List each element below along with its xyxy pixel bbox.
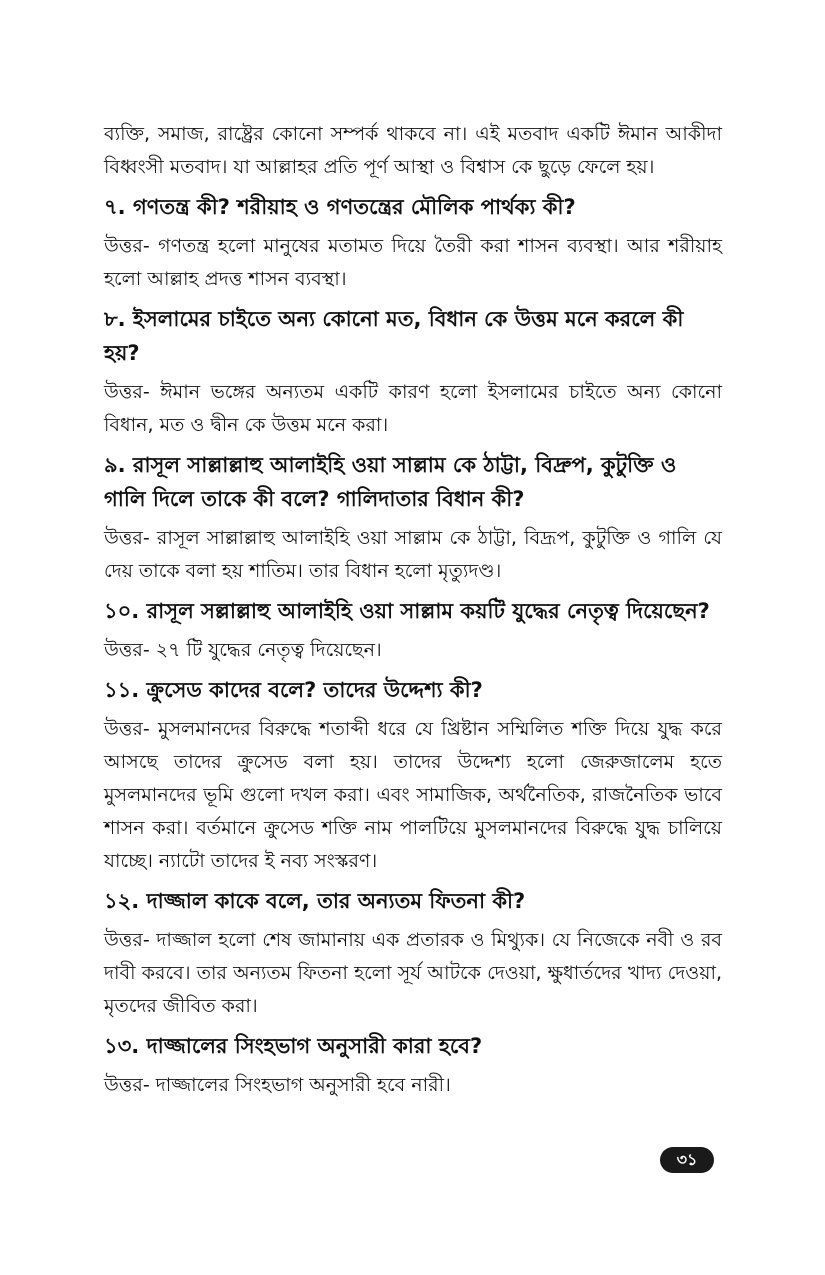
- question-13: ১৩. দাজ্জালের সিংহভাগ অনুসারী কারা হবে?: [104, 1034, 483, 1058]
- page-body: [104, 118, 722, 1102]
- page-number-badge: ৩১: [660, 1147, 714, 1173]
- answer-9: উত্তর- রাসূল সাল্লাল্লাহু আলাইহি ওয়া সাল্লাম কে ঠাট্টা, বিদ্রূপ, কুটুক্তি ও গালি যে দেয় তাকে বলা হয় শাতিম। তার বিধান হলো মৃত্যুদণ্ড।: [104, 527, 722, 582]
- question-10: ১০. রাসূল সল্লাল্লাহু আলাইহি ওয়া সাল্লাম কয়টি যুদ্ধের নেতৃত্ব দিয়েছেন?: [104, 599, 710, 623]
- answer-7: উত্তর- গণতন্ত্র হলো মানুষের মতামত দিয়ে তৈরী করা শাসন ব্যবস্থা। আর শরীয়াহ হলো আল্লাহ প্রদত্ত শাসন ব্যবস্থা।: [104, 235, 722, 290]
- intro-paragraph: ব্যক্তি, সমাজ, রাষ্ট্রের কোনো সম্পর্ক থাকবে না। এই মতবাদ একটি ঈমান আকীদা বিধ্বংসী মতবাদ। যা আল্লাহর প্রতি পূর্ণ আস্থা ও বিশ্বাস কে ছুড়ে ফেলে হয়।: [104, 123, 722, 178]
- question-9: ৯. রাসূল সাল্লাল্লাহু আলাইহি ওয়া সাল্লাম কে ঠাট্টা, বিদ্রুপ, কুটুক্তি ও গালি দিলে তাকে কী বলে? গালিদাতার বিধান কী?: [104, 453, 677, 511]
- question-12: ১২. দাজ্জাল কাকে বলে, তার অন্যতম ফিতনা কী?: [104, 889, 526, 913]
- question-8: ৮. ইসলামের চাইতে অন্য কোনো মত, বিধান কে উত্তম মনে করলে কী হয়?: [104, 307, 684, 365]
- answer-13: উত্তর- দাজ্জালের সিংহভাগ অনুসারী হবে নারী।: [104, 1074, 451, 1096]
- answer-10: উত্তর- ২৭ টি যুদ্ধের নেতৃত্ব দিয়েছেন।: [104, 639, 382, 661]
- question-7: ৭. গণতন্ত্র কী? শরীয়াহ ও গণতন্ত্রের মৌলিক পার্থক্য কী?: [104, 195, 576, 219]
- answer-11: উত্তর- মুসলমানদের বিরুদ্ধে শতাব্দী ধরে যে খ্রিষ্টান সম্মিলিত শক্তি দিয়ে যুদ্ধ করে আসছে তাদের ক্রুসেড বলা হয়। তাদের উদ্দেশ্য হলো জেরুজালেম হতে মুসলমানদের ভূমি গুলো দখল করা। এবং সামাজিক, অর্থনৈতিক, রাজনৈতিক ভাবে শাসন করা। বর্তমানে ক্রুসেড শক্তি নাম পালটিয়ে মুসলমানদের বিরুদ্ধে যুদ্ধ চালিয়ে যাচ্ছে। ন্যাটো তাদের ই নব্য সংস্করণ।: [104, 718, 722, 872]
- answer-12: উত্তর- দাজ্জাল হলো শেষ জামানায় এক প্রতারক ও মিথ্যুক। যে নিজেকে নবী ও রব দাবী করবে। তার অন্যতম ফিতনা হলো সূর্য আটকে দেওয়া, ক্ষুধার্তদের খাদ্য দেওয়া, মৃতদের জীবিত করা।: [104, 929, 722, 1017]
- question-11: ১১. ক্রুসেড কাদের বলে? তাদের উদ্দেশ্য কী?: [104, 678, 483, 702]
- answer-8: উত্তর- ঈমান ভঙ্গের অন্যতম একটি কারণ হলো ইসলামের চাইতে অন্য কোনো বিধান, মত ও দ্বীন কে উত্তম মনে করা।: [104, 381, 722, 436]
